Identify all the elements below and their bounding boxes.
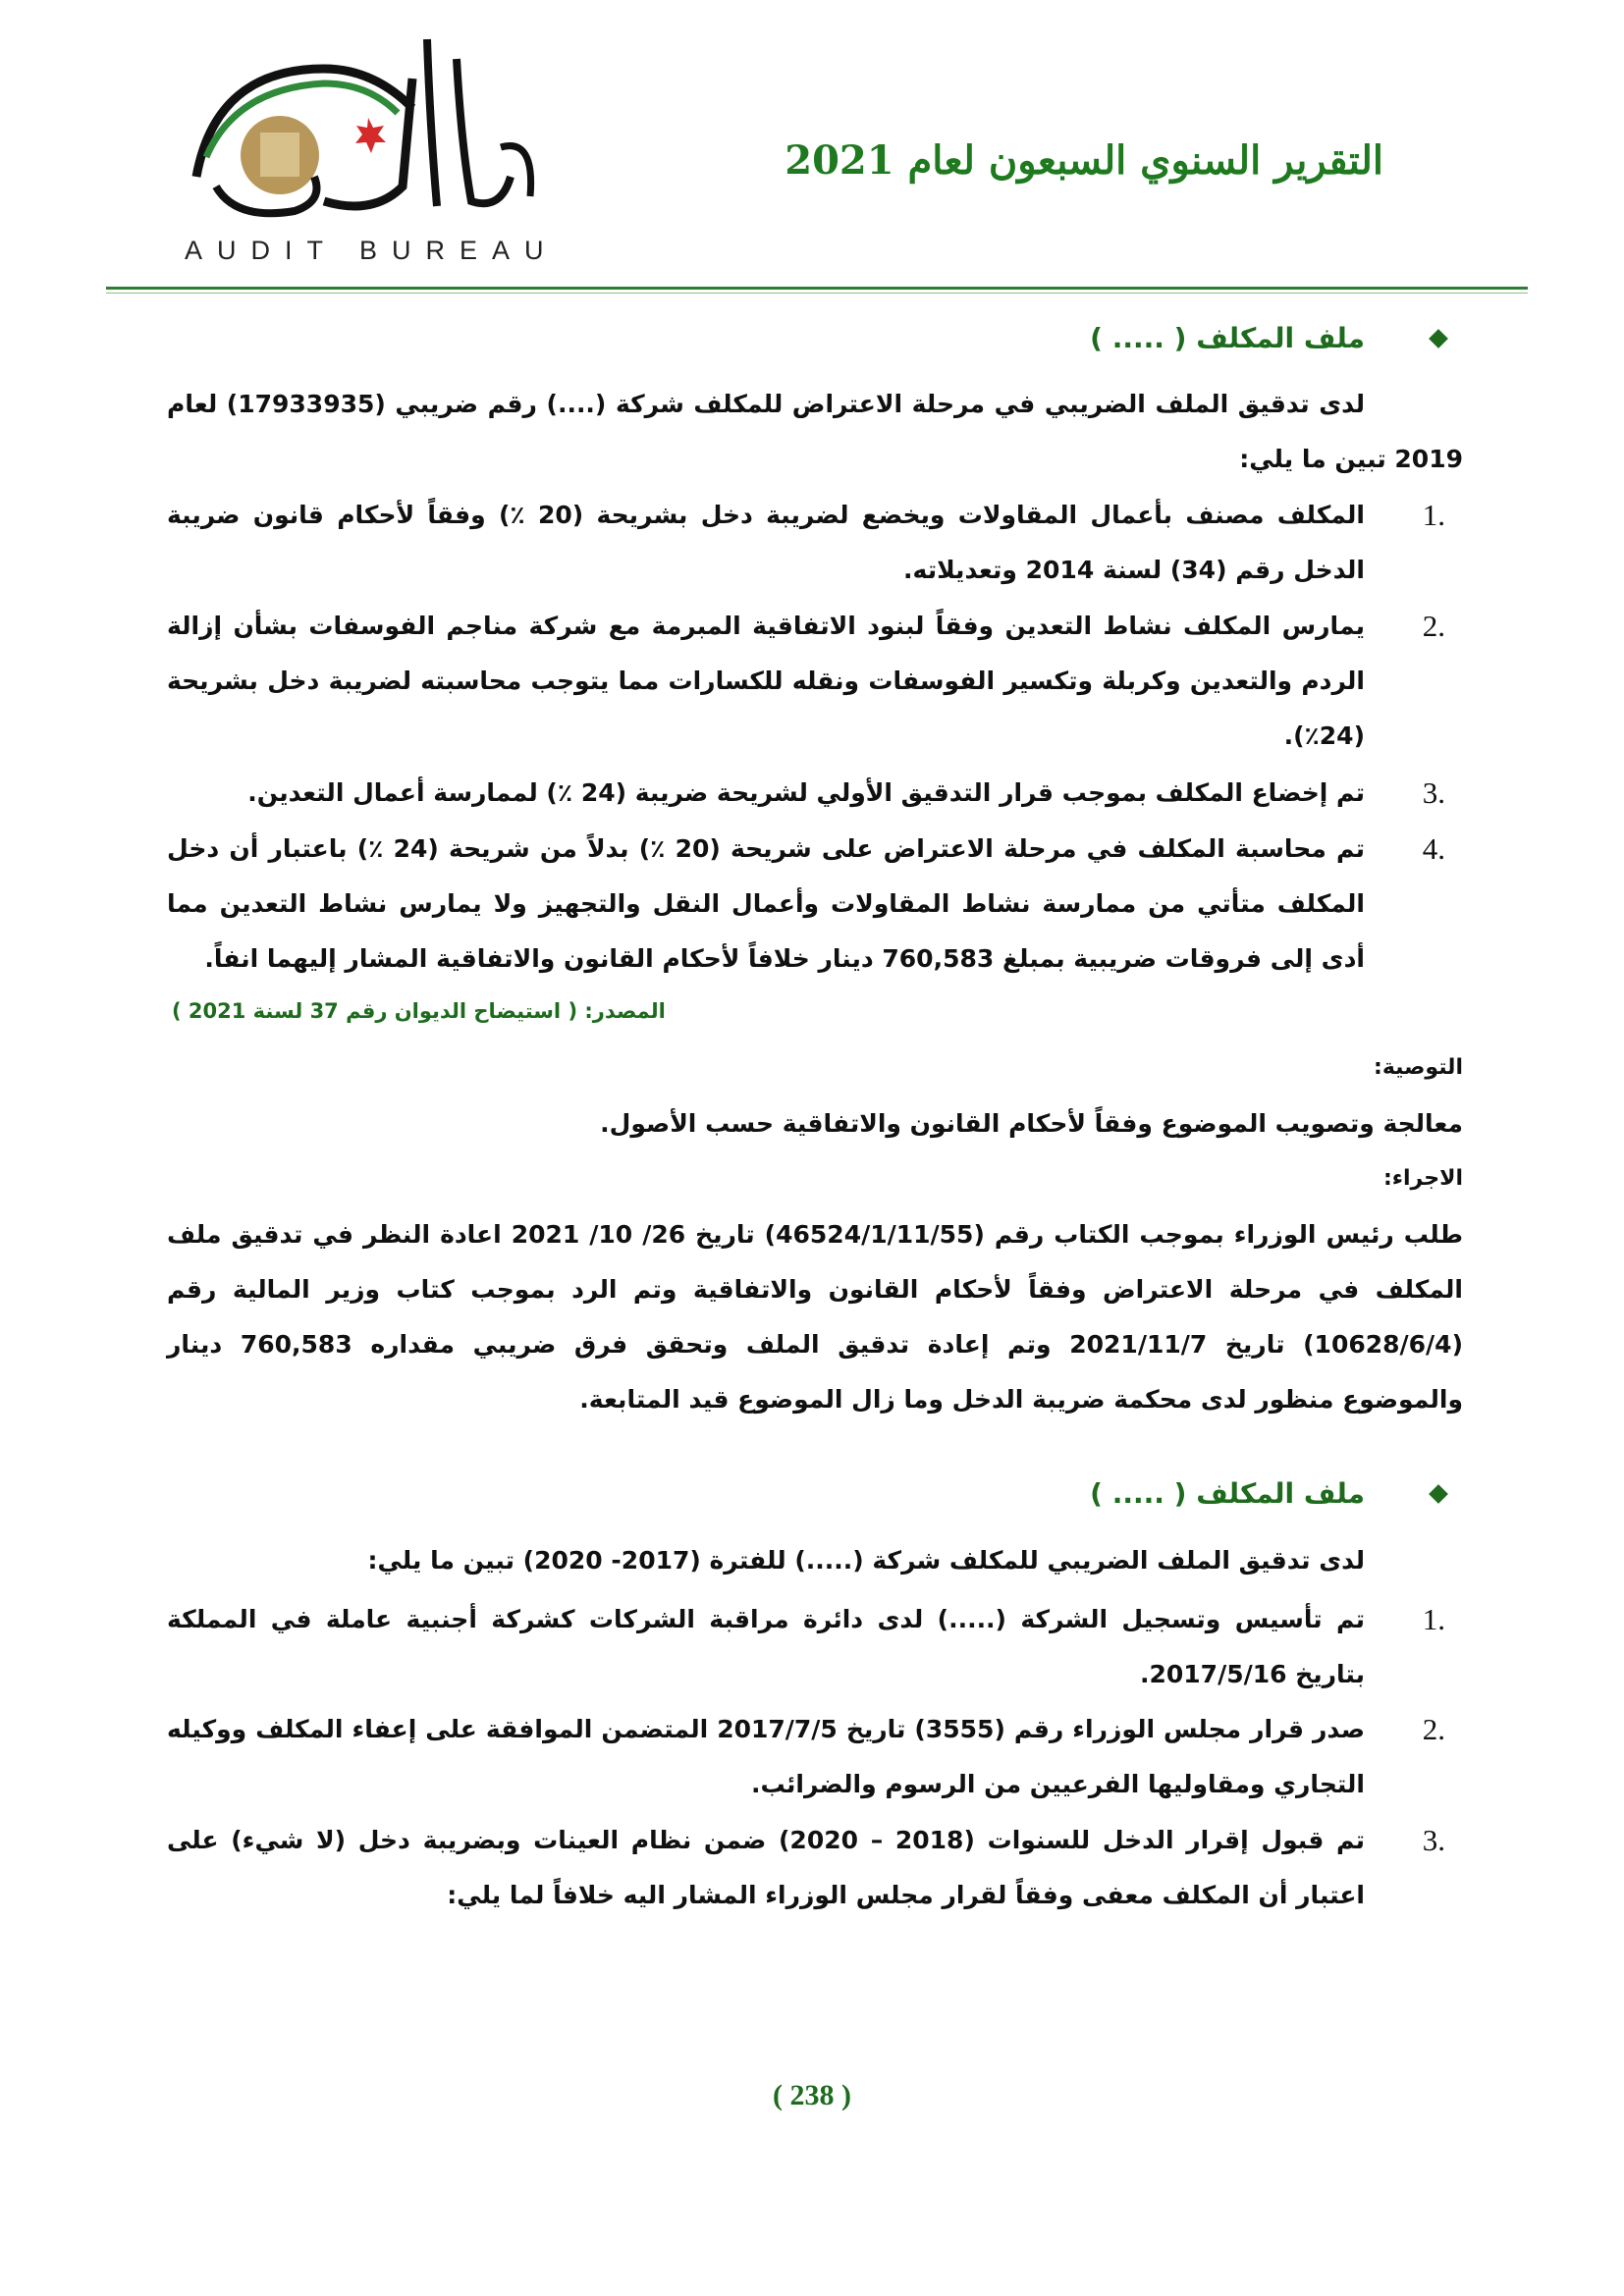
- item-text: تم تأسيس وتسجيل الشركة (.....) لدى دائرة مراقبة الشركات كشركة أجنبية عاملة في المملكة بتاريخ 2017/5/16.: [167, 1605, 1365, 1688]
- section-heading: ملف المكلف ( ..... ): [1090, 322, 1365, 354]
- item-number: .2: [1422, 609, 1445, 643]
- list-item: [167, 766, 1445, 821]
- item-text: تم إخضاع المكلف بموجب قرار التدقيق الأولي لشريحة ضريبة (24 ٪) لممارسة أعمال التعدين.: [247, 778, 1365, 807]
- list-item: [167, 488, 1445, 598]
- list-item: [167, 599, 1445, 764]
- report-title: التقرير السنوي السبعون لعام 2021: [785, 137, 1383, 184]
- bullet-diamond-icon: [1429, 329, 1448, 348]
- item-number: .1: [1422, 1602, 1445, 1636]
- bullet-diamond-icon: [1429, 1484, 1448, 1504]
- logo-emblem-icon: [177, 29, 560, 236]
- section-intro: لدى تدقيق الملف الضريبي للمكلف شركة (.....) للفترة (2017- 2020) تبين ما يلي:: [367, 1546, 1365, 1575]
- header-divider: [106, 287, 1528, 290]
- item-text: صدر قرار مجلس الوزراء رقم (3555) تاريخ 2017/7/5 المتضمن الموافقة على إعفاء المكلف ووكيله التجاري ومقاوليها الفرعيين من الرسوم والضرائب.: [167, 1715, 1365, 1798]
- section-intro: لدى تدقيق الملف الضريبي في مرحلة الاعتراض للمكلف شركة (....) رقم ضريبي (17933935) لعام 2019 تبين ما يلي:: [167, 390, 1463, 473]
- item-text: المكلف مصنف بأعمال المقاولات ويخضع لضريبة دخل بشريحة (20 ٪) وفقاً لأحكام قانون ضريبة الدخل رقم (34) لسنة 2014 وتعديلاته.: [167, 501, 1365, 584]
- logo-text: AUDIT BUREAU: [185, 236, 559, 265]
- item-number: .3: [1422, 1823, 1445, 1857]
- list-item: [167, 1592, 1445, 1702]
- item-number: .1: [1422, 498, 1445, 532]
- list-item: [167, 822, 1445, 987]
- item-number: .3: [1422, 775, 1445, 810]
- audit-bureau-logo: [177, 29, 560, 265]
- item-number: .4: [1422, 831, 1445, 866]
- source-note: المصدر: ( استيضاح الديوان رقم 37 لسنة 2021 ): [172, 999, 666, 1023]
- item-text: تم قبول إقرار الدخل للسنوات (2018 – 2020) ضمن نظام العينات وبضريبة دخل (لا شيء) على اعتبار أن المكلف معفى وفقاً لقرار مجلس الوزراء المشار اليه خلافاً لما يلي:: [167, 1826, 1365, 1909]
- action-label: الاجراء:: [1382, 1166, 1463, 1191]
- header-divider-thin: [106, 293, 1528, 294]
- recommendation-label: التوصية:: [1374, 1055, 1463, 1080]
- item-text: تم محاسبة المكلف في مرحلة الاعتراض على شريحة (20 ٪) بدلاً من شريحة (24 ٪) باعتبار أن دخل المكلف متأتي من ممارسة نشاط المقاولات وأعمال النقل والتجهيز ولا يمارس نشاط التعدين مما أدى إلى فروقات ضريبية بمبلغ 760,583 دينار خلافاً لأحكام القانون والاتفاقية المشار إليهما انفاً.: [167, 834, 1365, 973]
- section-heading: ملف المكلف ( ..... ): [1090, 1477, 1365, 1510]
- item-text: يمارس المكلف نشاط التعدين وفقاً لبنود الاتفاقية المبرمة مع شركة مناجم الفوسفات بشأن إزالة الردم والتعدين وكربلة وتكسير الفوسفات ونقله للكسارات مما يتوجب محاسبته لضريبة دخل بشريحة (24٪).: [167, 612, 1365, 750]
- page-number: ( 238 ): [773, 2079, 851, 2111]
- list-item: [167, 1702, 1445, 1812]
- list-item: [167, 1813, 1445, 1923]
- item-number: .2: [1422, 1712, 1445, 1746]
- recommendation-text: معالجة وتصويب الموضوع وفقاً لأحكام القانون والاتفاقية حسب الأصول.: [600, 1109, 1463, 1138]
- action-text: طلب رئيس الوزراء بموجب الكتاب رقم (46524/1/11/55) تاريخ 26/ 10/ 2021 اعادة النظر في تدقيق ملف المكلف في مرحلة الاعتراض وفقاً لأحكام القانون والاتفاقية وتم الرد بموجب كتاب وزير المالية رقم (10628/6/4) تاريخ 2021/11/7 وتم إعادة تدقيق الملف وتحقق فرق ضريبي مقداره 760,583 دينار والموضوع منظور لدى محكمة ضريبة الدخل وما زال الموضوع قيد المتابعة.: [167, 1220, 1464, 1414]
